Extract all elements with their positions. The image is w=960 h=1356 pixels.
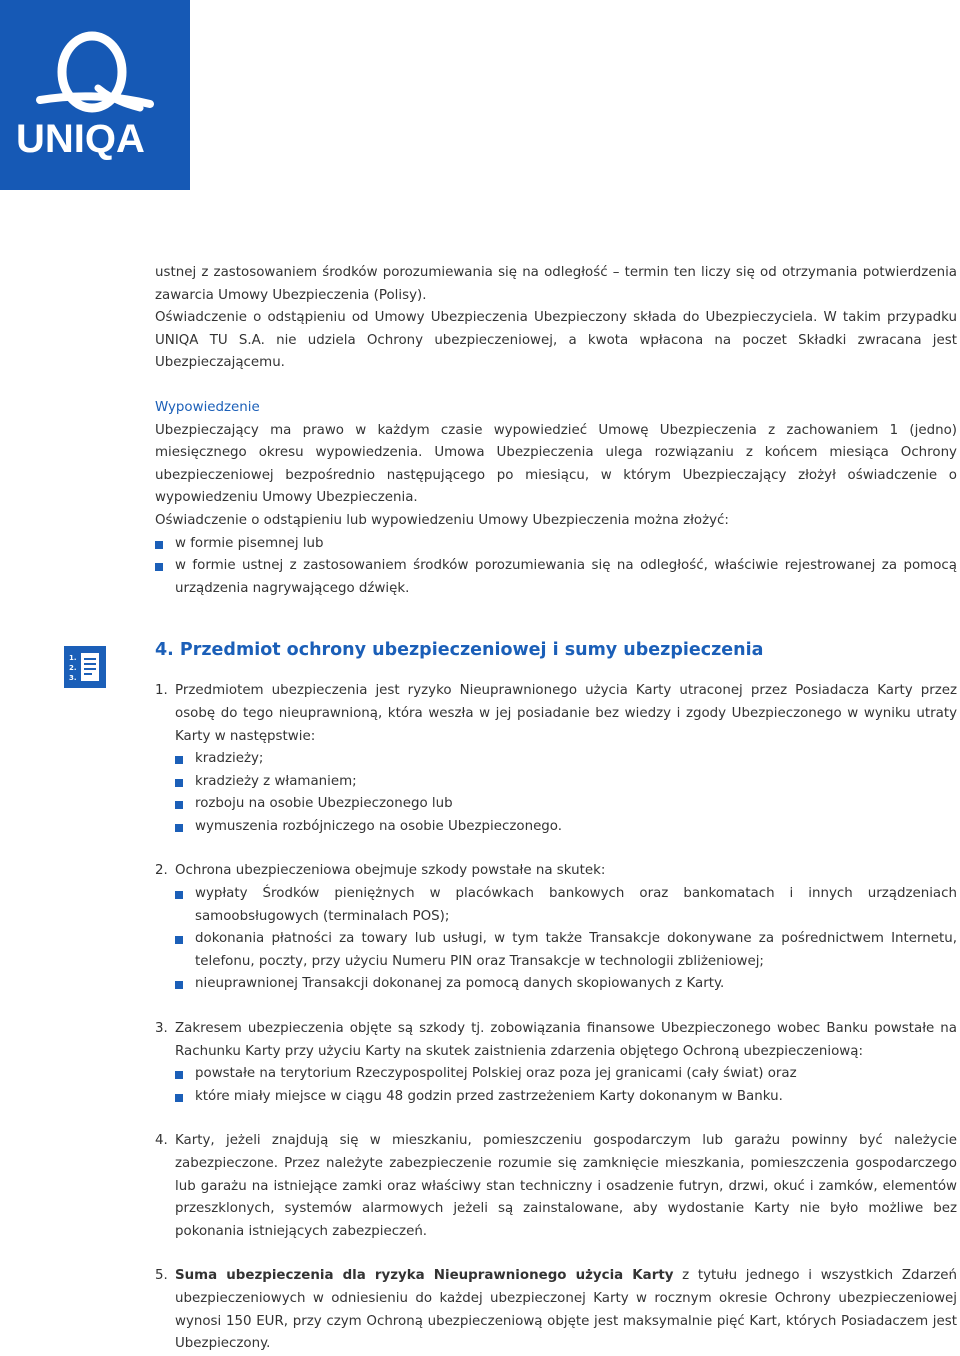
- wypowiedzenie-paragraph-1: Ubezpieczający ma prawo w każdym czasie wypowiedzieć Umowę Ubezpieczenia z zachowaniem 1 (jedno) miesięcznego okresu wypowiedzenia. Umowa Ubezpieczenia ulega rozwiązaniu z końcem miesiąca Ochrony ubezpieczeniowej bezpośrednio następującego po miesiącu, w którym Ubezpieczający złożył oświadczenie o wypowiedzeniu Umowy Ubezpieczenia.: [155, 422, 957, 506]
- section-item-4: [155, 1130, 957, 1243]
- uniqa-wordmark: [0, 0, 190, 190]
- uniqa-logo: [0, 0, 190, 190]
- item-text: Zakresem ubezpieczenia objęte są szkody tj. zobowiązania finansowe Ubezpieczonego wobec Banku powstałe na Rachunku Karty przy użyciu Karty na skutek zaistnienia zdarzenia objętego Ochroną ubezpieczeniową:: [175, 1021, 957, 1059]
- svg-text:UNIQA: UNIQA: [16, 117, 145, 161]
- list-item: powstałe na terytorium Rzeczypospolitej Polskiej oraz poza jej granicami (cały świat) oraz: [175, 1063, 957, 1086]
- section-item-5: [155, 1265, 957, 1355]
- wypowiedzenie-list: [155, 533, 957, 601]
- item-bold-text: Suma ubezpieczenia dla ryzyka Nieuprawnionego użycia Karty: [175, 1268, 674, 1284]
- section-4-title: 4. Przedmiot ochrony ubezpieczeniowej i sumy ubezpieczenia: [155, 640, 764, 661]
- list-item: w formie ustnej z zastosowaniem środków porozumiewania się na odległość, właściwie rejestrowanej za pomocą urządzenia nagrywającego dźwięk.: [155, 555, 957, 600]
- list-item: wymuszenia rozbójniczego na osobie Ubezpieczonego.: [175, 816, 957, 839]
- item-number: 1.: [155, 683, 168, 699]
- svg-text:2.: 2.: [69, 664, 77, 672]
- list-item: dokonania płatności za towary lub usługi, w tym także Transakcje dokonywane za pośrednictwem Internetu, telefonu, poczty, przy użyciu Numeru PIN oraz Transakcje w technologii zbliżeniowej;: [175, 928, 957, 973]
- document-body: [155, 262, 957, 1356]
- svg-text:1.: 1.: [69, 654, 77, 662]
- item-number: 4.: [155, 1133, 168, 1149]
- item-list: [175, 748, 957, 838]
- list-item: kradzieży z włamaniem;: [175, 771, 957, 794]
- intro-paragraph-1: ustnej z zastosowaniem środków porozumiewania się na odległość – termin ten liczy się od otrzymania potwierdzenia zawarcia Umowy Ubezpieczenia (Polisy).: [155, 265, 957, 303]
- wypowiedzenie-heading: Wypowiedzenie: [155, 399, 260, 415]
- item-list: [175, 1063, 957, 1108]
- item-text: Przedmiotem ubezpieczenia jest ryzyko Nieuprawnionego użycia Karty utraconej przez Posiadacza Karty przez osobę do tego nieuprawnioną, która weszła w jej posiadanie bez wiedzy i zgody Ubezpieczonego w wyniku utraty Karty w następstwie:: [175, 683, 957, 744]
- item-number: 2.: [155, 863, 168, 879]
- svg-text:3.: 3.: [69, 674, 77, 682]
- list-item: nieuprawnionej Transakcji dokonanej za pomocą danych skopiowanych z Karty.: [175, 973, 957, 996]
- item-text: [175, 1265, 957, 1355]
- list-item: kradzieży;: [175, 748, 957, 771]
- numbered-document-icon: [64, 646, 106, 688]
- list-item: w formie pisemnej lub: [155, 533, 957, 556]
- wypowiedzenie-paragraph-2: Oświadczenie o odstąpieniu lub wypowiedzeniu Umowy Ubezpieczenia można złożyć:: [155, 512, 729, 528]
- list-item: rozboju na osobie Ubezpieczonego lub: [175, 793, 957, 816]
- section-item-1: [155, 680, 957, 838]
- intro-paragraph-2: Oświadczenie o odstąpieniu od Umowy Ubezpieczenia Ubezpieczony składa do Ubezpieczyciela. W takim przypadku UNIQA TU S.A. nie udziela Ochrony ubezpieczeniowej, a kwota wpłacona na poczet Składki zwracana jest Ubezpieczającemu.: [155, 310, 957, 371]
- section-item-2: [155, 860, 957, 996]
- list-item: wypłaty Środków pieniężnych w placówkach bankowych oraz bankomatach i innych urządzeniach samoobsługowych (terminalach POS);: [175, 883, 957, 928]
- item-number: 3.: [155, 1021, 168, 1037]
- item-number: 5.: [155, 1268, 168, 1284]
- section-item-3: [155, 1018, 957, 1108]
- list-item: które miały miejsce w ciągu 48 godzin przed zastrzeżeniem Karty dokonanym w Banku.: [175, 1086, 957, 1109]
- item-text: Ochrona ubezpieczeniowa obejmuje szkody powstałe na skutek:: [175, 863, 606, 879]
- item-list: [175, 883, 957, 996]
- item-rest-text: z tytułu jednego i wszystkich Zdarzeń ubezpieczeniowych w odniesieniu do każdej ubezpieczonej Karty w rocznym okresie Ochrony ubezpieczeniowej wynosi 150 EUR, przy czym Ochroną ubezpieczeniową objęte jest maksymalnie pięć Kart, których Posiadaczem jest Ubezpieczony.: [175, 1268, 957, 1352]
- item-text: Karty, jeżeli znajdują się w mieszkaniu, pomieszczeniu gospodarczym lub garażu powinny być należycie zabezpieczone. Przez należyte zabezpieczenie rozumie się zamknięcie mieszkania, pomieszczenia gospodarczego lub garażu na istniejące zamki oraz właściwy stan techniczny i osadzenie futryn, drzwi, okuć i zamków, elementów przeszklonych, systemów alarmowych jeżeli są zainstalowane, aby wydostanie Karty nie było możliwe bez pokonania istniejących zabezpieczeń.: [175, 1133, 957, 1239]
